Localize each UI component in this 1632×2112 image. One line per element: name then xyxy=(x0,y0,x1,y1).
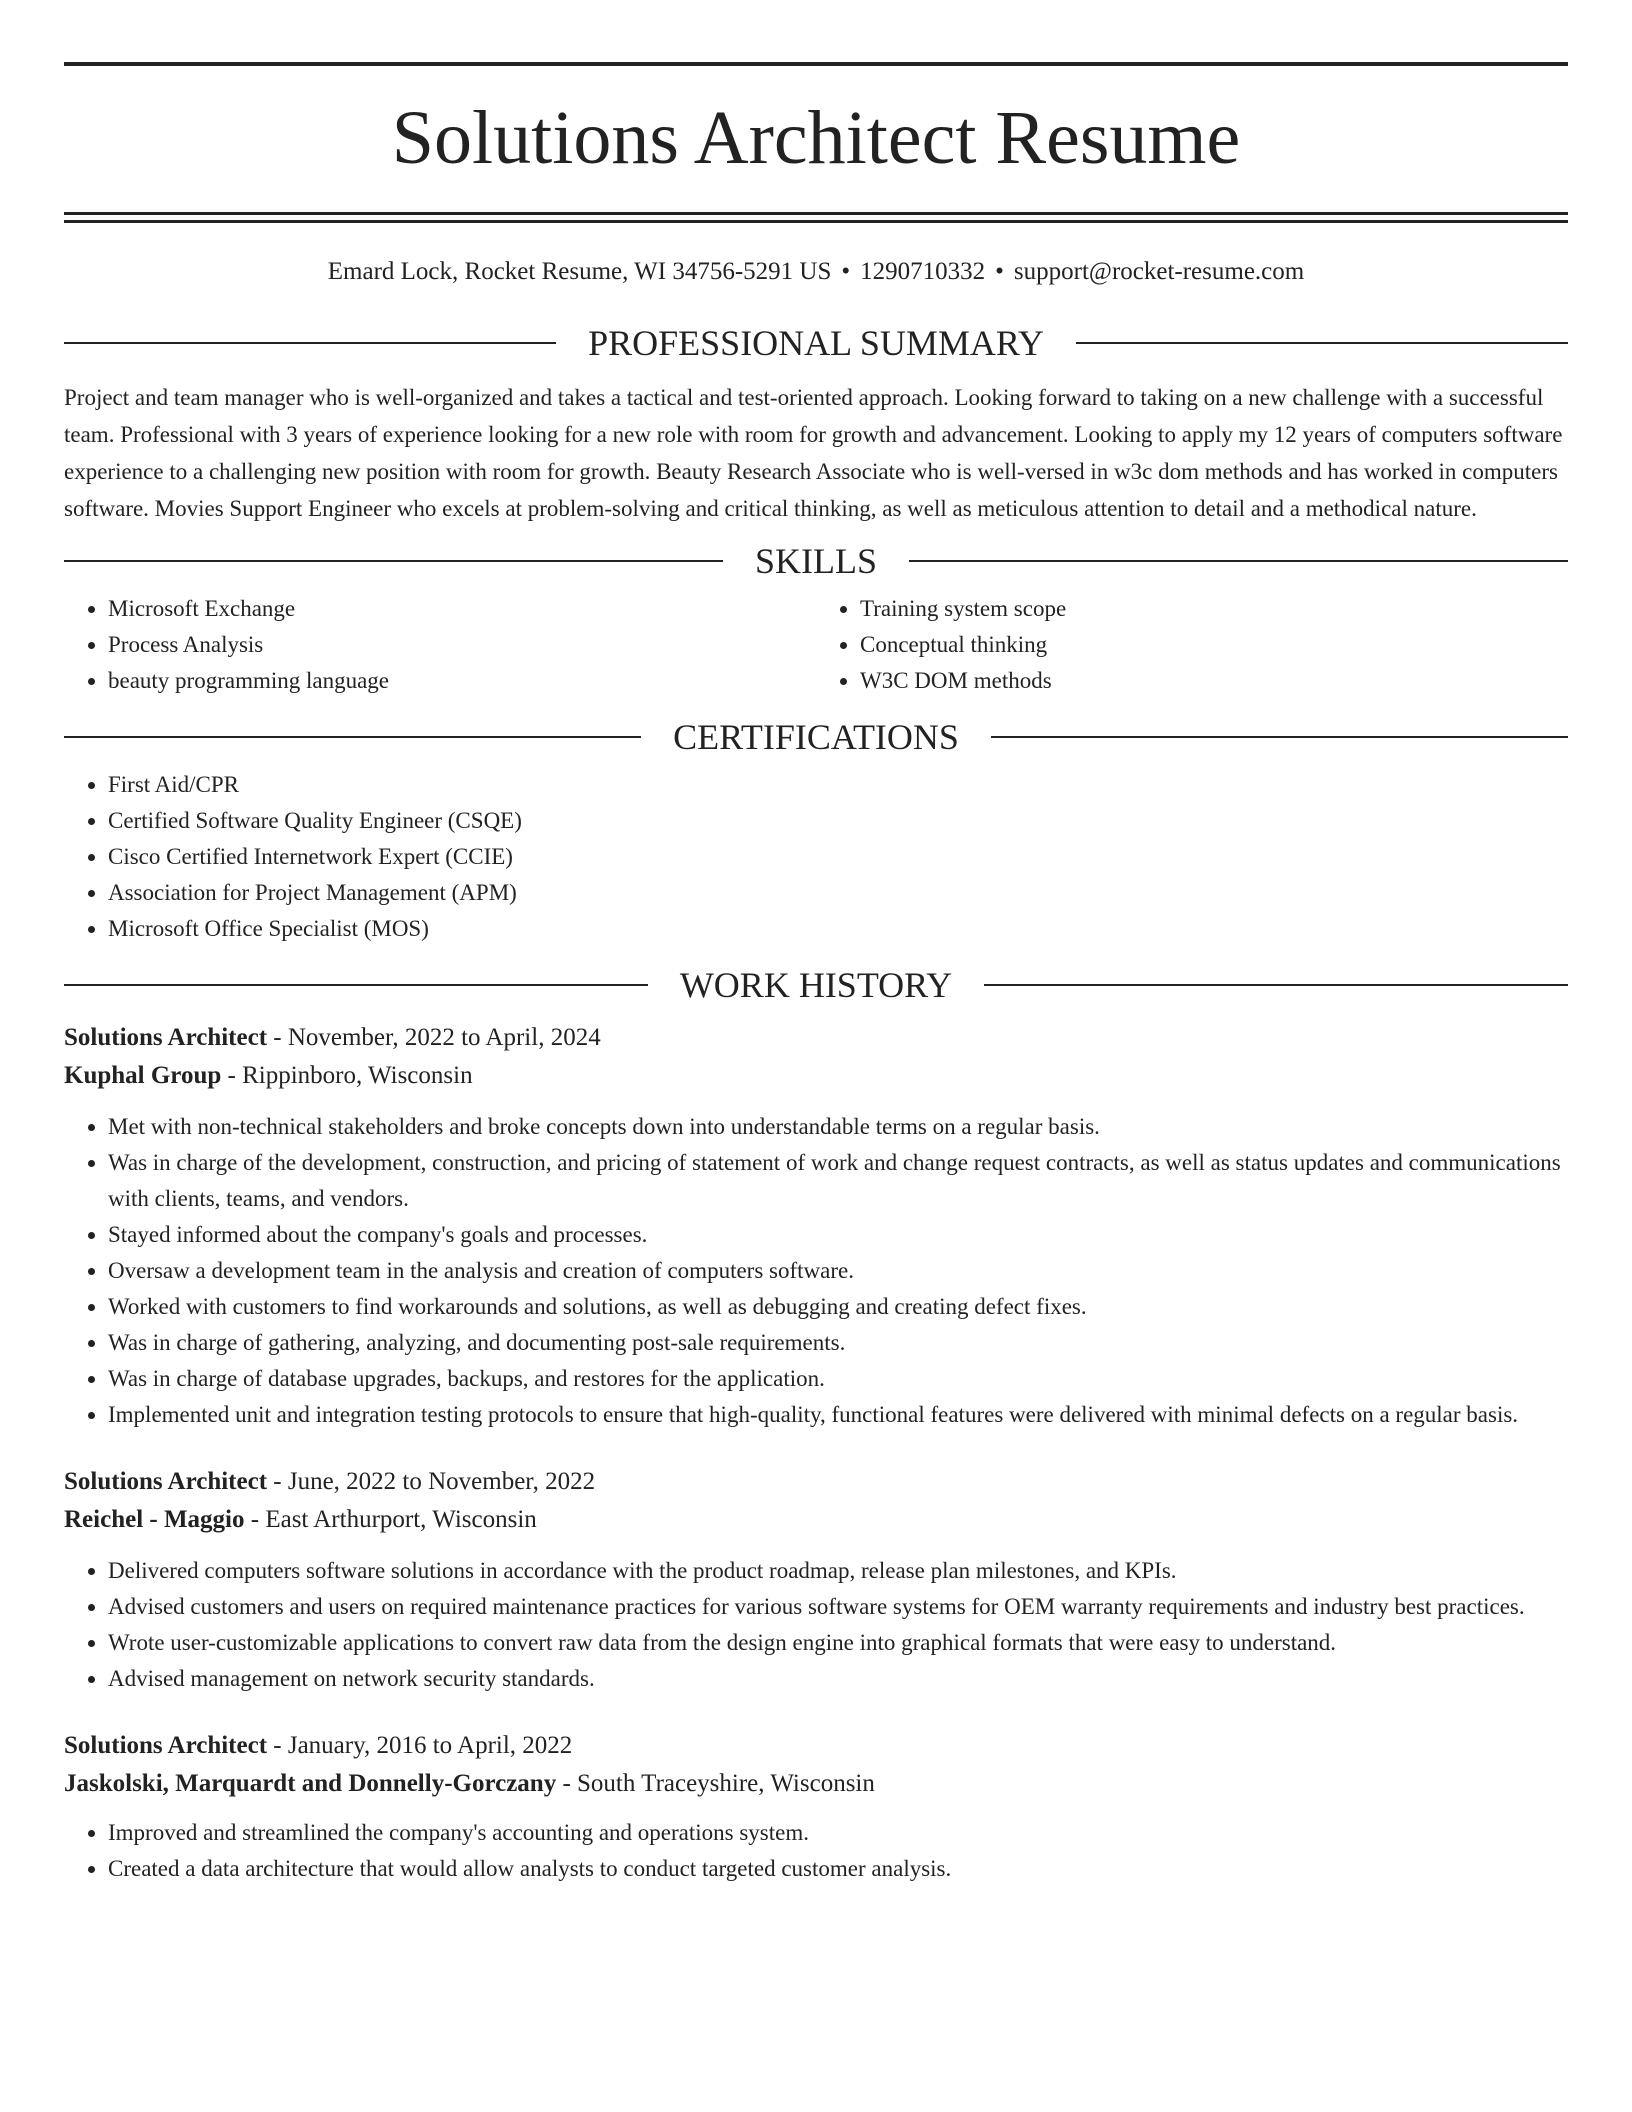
job-dates: - June, 2022 to November, 2022 xyxy=(267,1468,596,1495)
skills-left-column xyxy=(64,591,816,699)
job-company: Kuphal Group xyxy=(64,1062,222,1089)
heading-rule xyxy=(984,984,1568,986)
job-bullet: • Was in charge of gathering, analyzing, and documenting post-sale requirements. xyxy=(108,1325,1568,1361)
certifications-heading xyxy=(64,719,1568,755)
job-company-line xyxy=(64,1057,1568,1095)
job-title: Solutions Architect xyxy=(64,1024,268,1051)
work-history-heading-label: WORK HISTORY xyxy=(679,965,953,1005)
job-bullet: • Was in charge of the development, construction, and pricing of statement of work and change request contracts, as well as status updates and communications with clients, teams, and vendors. xyxy=(108,1145,1568,1217)
job-bullet: • Was in charge of database upgrades, backups, and restores for the application. xyxy=(108,1361,1568,1397)
skill-item: • beauty programming language xyxy=(108,663,816,699)
certification-item: • Association for Project Management (APM) xyxy=(108,875,1568,911)
heading-rule xyxy=(64,736,641,738)
job-title-line xyxy=(64,1463,1568,1501)
top-rule xyxy=(64,62,1568,66)
job-title: Solutions Architect xyxy=(64,1468,268,1495)
skills-list xyxy=(64,591,1568,699)
contact-separator: • xyxy=(841,258,851,285)
job-bullet: • Met with non-technical stakeholders and broke concepts down into understandable terms on a regular basis. xyxy=(108,1109,1568,1145)
summary-text: Project and team manager who is well-organized and takes a tactical and test-oriented approach. Looking forward to taking on a new challenge with a successful team. Professional with 3 years of experience looking for a new role with room for growth and advancement. Looking to apply my 12 years of computers software experience to a challenging new position with room for growth. Beauty Research Associate who is well-versed in w3c dom methods and has worked in computers software. Movies Support Engineer who excels at problem-solving and critical thinking, as well as meticulous attention to detail and a methodical nature. xyxy=(64,385,1563,521)
resume-page xyxy=(64,0,1568,1887)
job-dates: - January, 2016 to April, 2022 xyxy=(267,1732,573,1759)
job-bullet: • Created a data architecture that would allow analysts to conduct targeted customer analysis. xyxy=(108,1851,1568,1887)
contact-line xyxy=(64,257,1568,287)
job-location: - East Arthurport, Wisconsin xyxy=(244,1506,537,1533)
skills-right-column xyxy=(816,591,1568,699)
heading-rule xyxy=(64,560,723,562)
job-bullets xyxy=(64,1815,1568,1887)
certification-item: • Cisco Certified Internetwork Expert (CCIE) xyxy=(108,839,1568,875)
job-bullet: • Stayed informed about the company's goals and processes. xyxy=(108,1217,1568,1253)
skills-heading xyxy=(64,543,1568,579)
skill-item: • Conceptual thinking xyxy=(860,627,1568,663)
job-bullets xyxy=(64,1109,1568,1433)
heading-rule xyxy=(909,560,1568,562)
job-bullets xyxy=(64,1553,1568,1697)
skill-item: • W3C DOM methods xyxy=(860,663,1568,699)
job-dates: - November, 2022 to April, 2024 xyxy=(267,1024,601,1051)
contact-address: Emard Lock, Rocket Resume, WI 34756-5291 US xyxy=(327,258,832,285)
work-history-heading xyxy=(64,967,1568,1003)
job-title: Solutions Architect xyxy=(64,1732,268,1759)
title-double-rule xyxy=(64,212,1568,223)
job-bullet: • Implemented unit and integration testing protocols to ensure that high-quality, functional features were delivered with minimal defects on a regular basis. xyxy=(108,1397,1568,1433)
contact-email: support@rocket-resume.com xyxy=(1013,258,1305,285)
job-title-line xyxy=(64,1727,1568,1765)
certification-item: • First Aid/CPR xyxy=(108,767,1568,803)
certifications-heading-label: CERTIFICATIONS xyxy=(673,717,959,757)
job-company-line xyxy=(64,1765,1568,1803)
job-entry xyxy=(64,1019,1568,1433)
skills-heading-label: SKILLS xyxy=(755,541,878,581)
skill-item: • Process Analysis xyxy=(108,627,816,663)
job-bullet: • Advised management on network security standards. xyxy=(108,1661,1568,1697)
skill-item: • Microsoft Exchange xyxy=(108,591,816,627)
certification-item: • Microsoft Office Specialist (MOS) xyxy=(108,911,1568,947)
job-bullet: • Delivered computers software solutions in accordance with the product roadmap, release plan milestones, and KPIs. xyxy=(108,1553,1568,1589)
summary-heading xyxy=(64,325,1568,361)
job-bullet: • Improved and streamlined the company's accounting and operations system. xyxy=(108,1815,1568,1851)
job-bullet: • Worked with customers to find workarounds and solutions, as well as debugging and creating defect fixes. xyxy=(108,1289,1568,1325)
heading-rule xyxy=(991,736,1568,738)
job-bullet: • Advised customers and users on required maintenance practices for various software systems for OEM warranty requirements and industry best practices. xyxy=(108,1589,1568,1625)
job-bullet: • Wrote user-customizable applications to convert raw data from the design engine into graphical formats that were easy to understand. xyxy=(108,1625,1568,1661)
job-company: Jaskolski, Marquardt and Donnelly-Gorczany xyxy=(64,1770,557,1797)
heading-rule xyxy=(64,342,556,344)
job-bullet: • Oversaw a development team in the analysis and creation of computers software. xyxy=(108,1253,1568,1289)
contact-phone: 1290710332 xyxy=(860,258,986,285)
certifications-list xyxy=(64,767,1568,947)
job-company-line xyxy=(64,1501,1568,1539)
skill-item: • Training system scope xyxy=(860,591,1568,627)
heading-rule xyxy=(1076,342,1568,344)
job-location: - Rippinboro, Wisconsin xyxy=(221,1062,473,1089)
job-company: Reichel - Maggio xyxy=(64,1506,245,1533)
job-location: - South Traceyshire, Wisconsin xyxy=(556,1770,875,1797)
job-title-line xyxy=(64,1019,1568,1057)
certification-item: • Certified Software Quality Engineer (CSQE) xyxy=(108,803,1568,839)
contact-separator: • xyxy=(995,258,1004,285)
heading-rule xyxy=(64,984,648,986)
job-entry xyxy=(64,1463,1568,1697)
summary-heading-label: PROFESSIONAL SUMMARY xyxy=(588,323,1044,363)
job-entry xyxy=(64,1727,1568,1887)
page-title: Solutions Architect Resume xyxy=(391,96,1241,180)
